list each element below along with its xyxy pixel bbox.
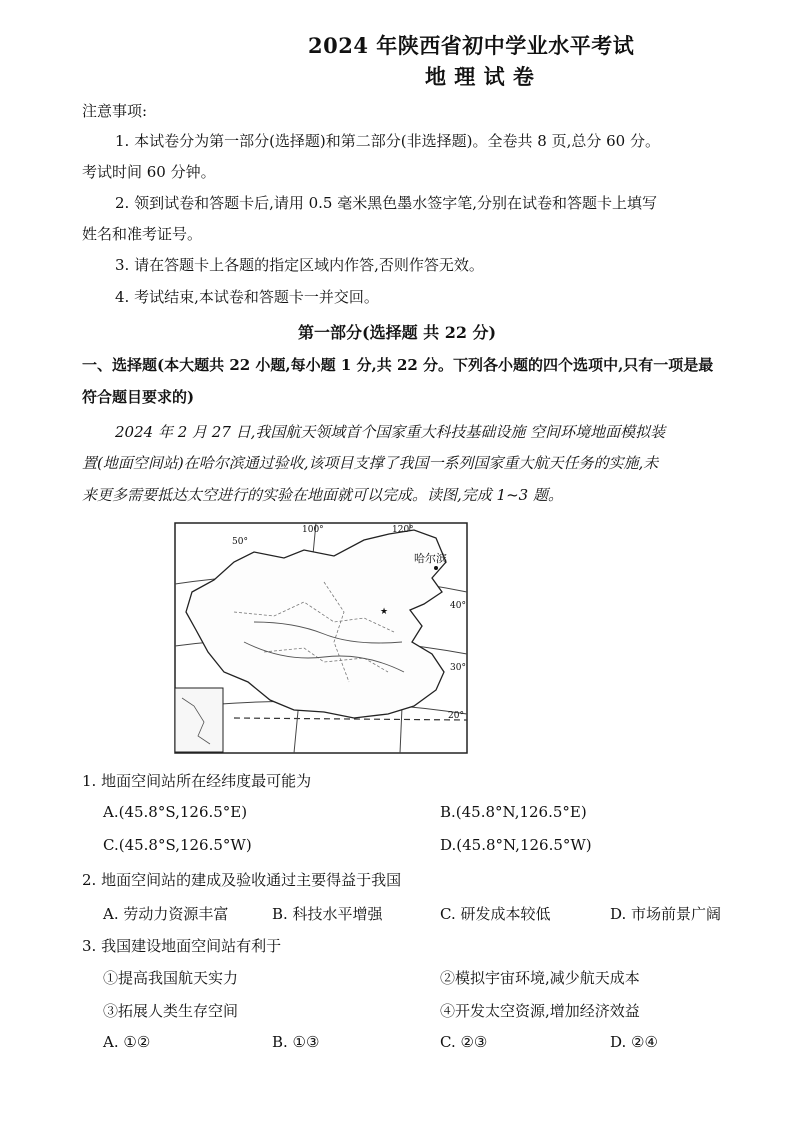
passage-line-2: 置(地面空间站)在哈尔滨通过验收,该项目支撑了我国一系列国家重大航天任务的实施,未 — [82, 454, 659, 472]
q3-statement-4: ④开发太空资源,增加经济效益 — [440, 1002, 640, 1020]
china-map-figure — [174, 522, 468, 754]
question-3-stem: 3. 我国建设地面空间站有利于 — [82, 937, 282, 955]
passage-line-1: 2024 年 2 月 27 日,我国航天领域首个国家重大科技基础设施 空间环境地面模拟装 — [115, 423, 666, 441]
q2-option-b[interactable]: B. 科技水平增强 — [272, 905, 383, 923]
notice-item-3: 3. 请在答题卡上各题的指定区域内作答,否则作答无效。 — [115, 256, 484, 274]
q1-option-b[interactable]: B.(45.8°N,126.5°E) — [440, 803, 587, 821]
part-one-heading: 第一部分(选择题 共 22 分) — [298, 323, 497, 342]
q2-option-a[interactable]: A. 劳动力资源丰富 — [103, 905, 229, 923]
lon-label-120: 120° — [392, 525, 414, 535]
q3-option-d[interactable]: D. ②④ — [610, 1033, 658, 1051]
lat-label-30: 30° — [450, 663, 466, 673]
q3-statement-2: ②模拟宇宙环境,减少航天成本 — [440, 969, 640, 987]
q1-option-a[interactable]: A.(45.8°S,126.5°E) — [103, 803, 248, 821]
q1-option-d[interactable]: D.(45.8°N,126.5°W) — [440, 836, 592, 854]
notice-heading: 注意事项: — [82, 102, 148, 120]
question-2-stem: 2. 地面空间站的建成及验收通过主要得益于我国 — [82, 871, 402, 889]
q3-option-a[interactable]: A. ①② — [103, 1033, 151, 1051]
q2-option-d[interactable]: D. 市场前景广阔 — [610, 905, 722, 923]
q3-statement-3: ③拓展人类生存空间 — [103, 1002, 239, 1020]
lon-label-100: 100° — [302, 525, 324, 535]
q3-statement-1: ①提高我国航天实力 — [103, 969, 239, 987]
q3-option-b[interactable]: B. ①③ — [272, 1033, 320, 1051]
lat-label-20: 20° — [448, 711, 464, 721]
notice-item-1: 1. 本试卷分为第一部分(选择题)和第二部分(非选择题)。全卷共 8 页,总分 60 分。 — [115, 132, 660, 150]
notice-item-4: 4. 考试结束,本试卷和答题卡一并交回。 — [115, 288, 379, 306]
q2-option-c[interactable]: C. 研发成本较低 — [440, 905, 551, 923]
section-instruction-cont: 符合题目要求的) — [82, 388, 195, 406]
notice-item-1-cont: 考试时间 60 分钟。 — [82, 163, 216, 181]
lat-label-50: 50° — [232, 537, 248, 547]
harbin-label: 哈尔滨 — [414, 552, 447, 565]
china-map — [174, 522, 468, 754]
exam-subtitle: 地 理 试 卷 — [425, 64, 535, 89]
q1-option-c[interactable]: C.(45.8°S,126.5°W) — [103, 836, 252, 854]
section-instruction: 一、选择题(本大题共 22 小题,每小题 1 分,共 22 分。下列各小题的四个选项中,只有一项是最 — [82, 356, 714, 374]
q3-option-c[interactable]: C. ②③ — [440, 1033, 488, 1051]
exam-title: 2024 年陕西省初中学业水平考试 — [308, 33, 635, 58]
notice-item-2-cont: 姓名和准考证号。 — [82, 225, 203, 243]
question-1-stem: 1. 地面空间站所在经纬度最可能为 — [82, 772, 312, 790]
svg-text:★: ★ — [380, 607, 389, 617]
lat-label-40: 40° — [450, 601, 466, 611]
passage-line-3: 来更多需要抵达太空进行的实验在地面就可以完成。读图,完成 1~3 题。 — [82, 486, 563, 504]
notice-item-2: 2. 领到试卷和答题卡后,请用 0.5 毫米黑色墨水签字笔,分别在试卷和答题卡上填写 — [115, 194, 658, 212]
